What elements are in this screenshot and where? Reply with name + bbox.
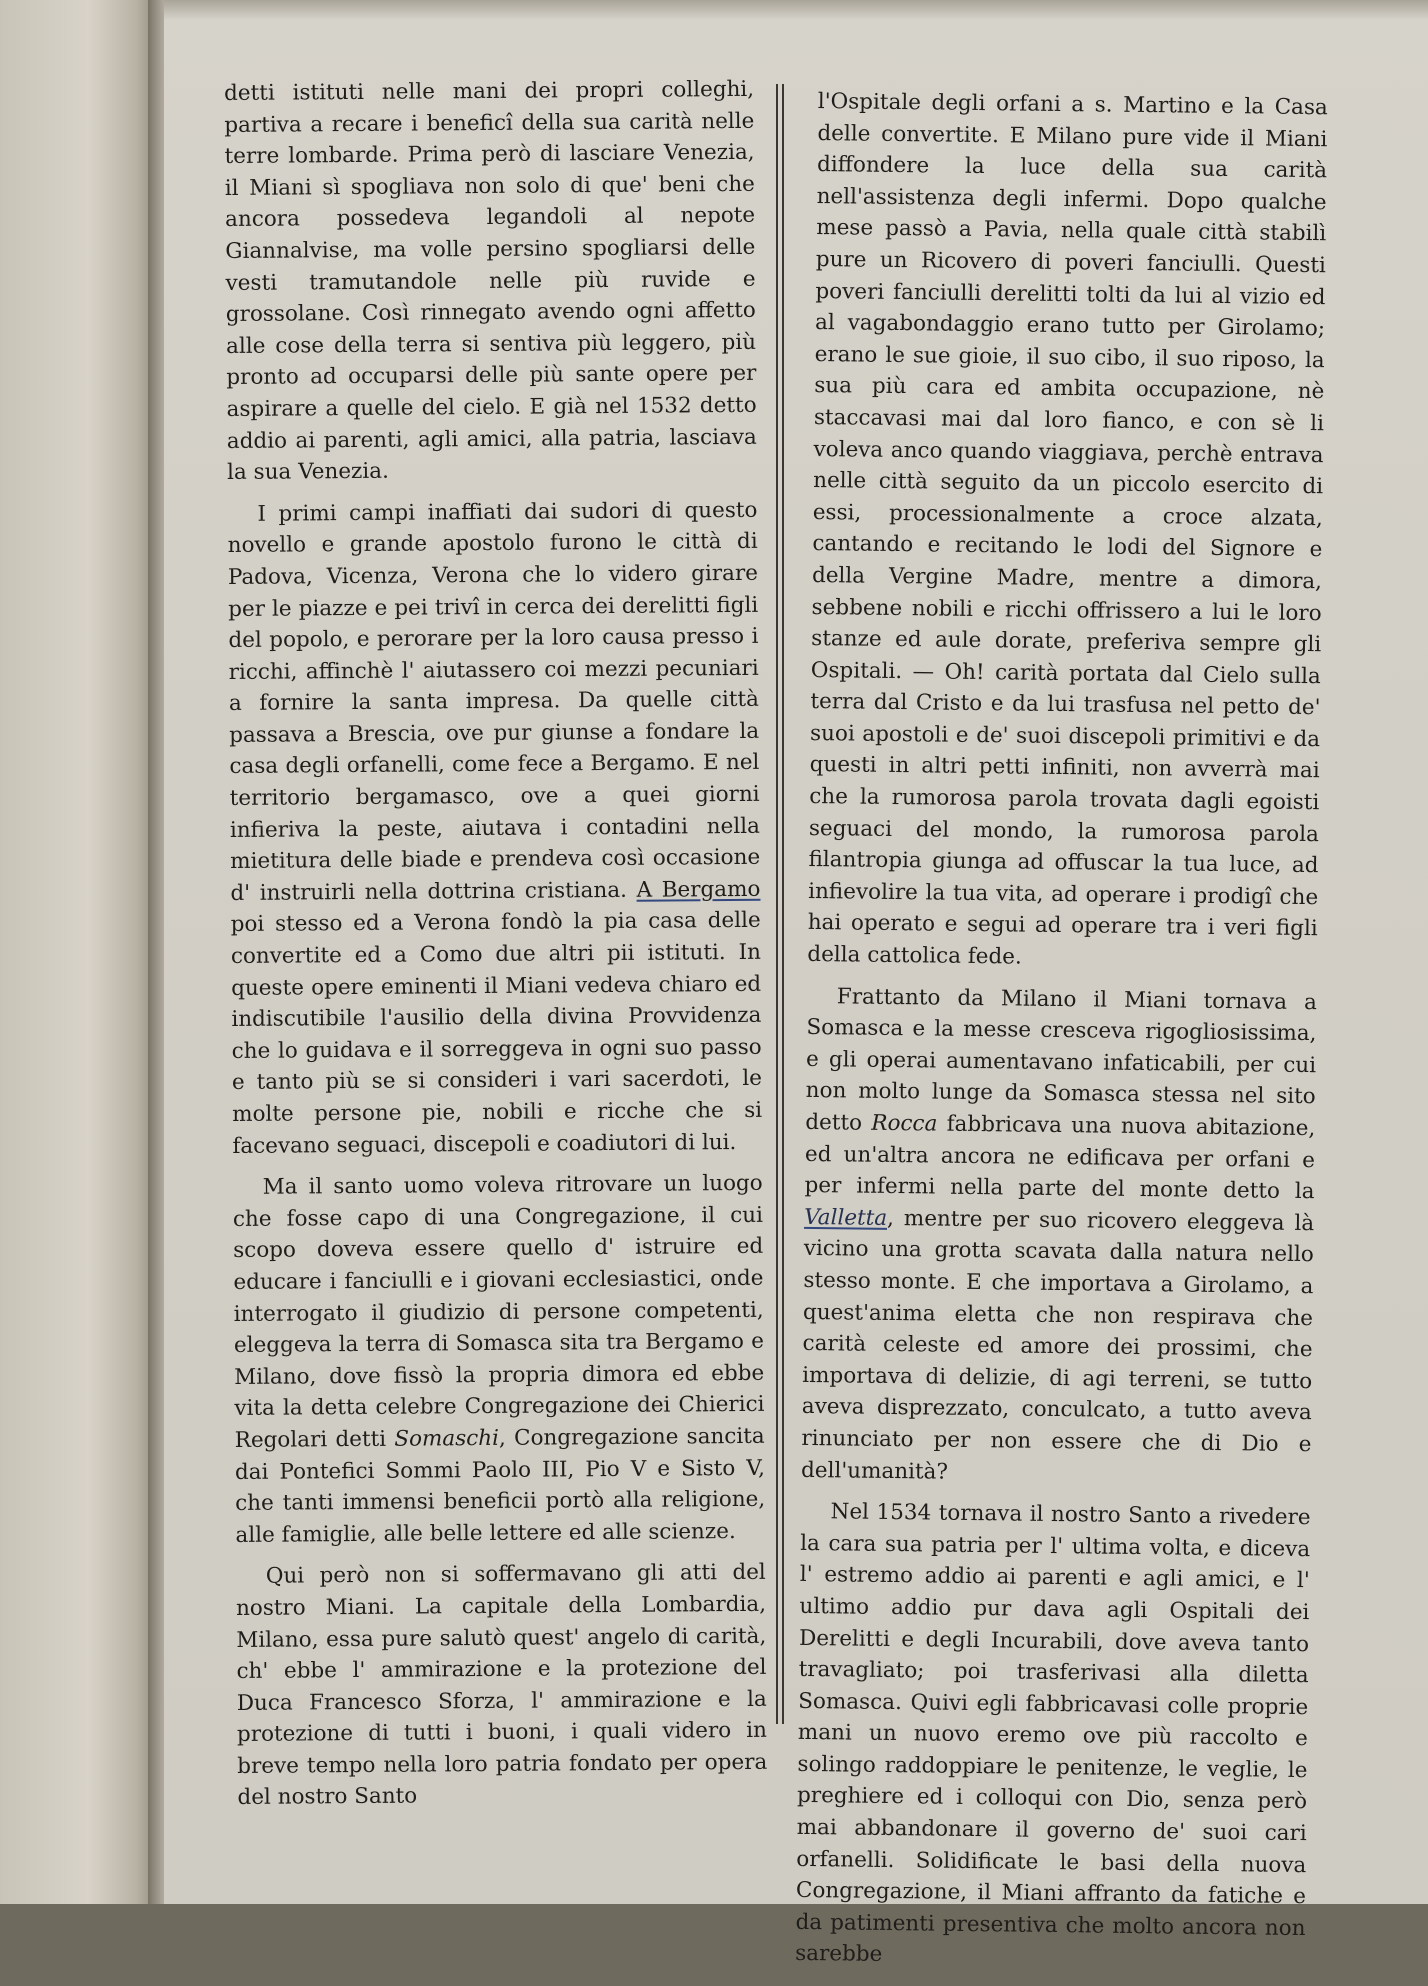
italic-somaschi: Somaschi [394,1425,500,1452]
right-paragraph-2-text-a: Frattanto da Milano il Miani tornava a Somasca e la messe cresceva rigogliosissima, e gli operai aumentavano infaticabili, per cui non molto lunge da Somasca stessa nel sito detto [805,983,1317,1136]
right-paragraph-3: Nel 1534 tornava il nostro Santo a rivedere la cara sua patria per l' ultima volta, e diceva l' estremo addio ai parenti e agli amici, e l' ultimo addio pur dava agli Ospitali dei Derelitti e degli Incurabili, dove aveva tanto travagliato; poi trasferivasi alla diletta Somasca. Quivi egli fabbricavasi colle proprie mani un nuovo eremo ove più raccolto e solingo raddoppiare le penitenze, le veglie, le preghiere ed i colloqui con Dio, senza però mai abbandonare il governo de' suoi cari orfanelli. Solidificate le basi della nuova Congregazione, il Miani affranto da fatiche e da patimenti presentiva che molto ancora non sarebbe [795,1499,1311,1968]
left-paragraph-4: Qui però non si soffermavano gli atti del nostro Miani. La capitale della Lombardia, Milano, essa pure salutò quest' angelo di carità, ch' ebbe l' ammirazione e la protezione del Duca Francesco Sforza, l' ammirazione e la protezione di tutti i buoni, i quali videro in breve tempo nella loro patria fondato per opera del nostro Santo [235,1560,768,1811]
page-top-shadow [164,0,1428,20]
right-paragraph-2-text-b: fabbricava una nuova abitazione, ed un'altra ancora ne edificava per orfani e per infermi nella parte del monte detto la [804,1111,1316,1205]
left-paragraph-1: detti istituti nelle mani dei propri colleghi, partiva a recare i beneficî della sua carità nelle terre lombarde. Prima però di lasciare Venezia, il Miani sì spogliava non solo di que' beni che ancora possedeva legandoli al nepote Giannalvise, ma volle persino spogliarsi delle vesti tramutandole nelle più ruvide e grossolane. Così rinnegato avendo ogni affetto alle cose della terra si sentiva più leggero, più pronto ad occuparsi delle più sante opere per aspirare a quelle del cielo. E già nel 1532 detto addio ai parenti, agli amici, alla patria, lasciava la sua Venezia. [224,76,757,486]
column-divider-line-2 [782,84,784,1724]
left-paragraph-3 [233,1168,766,1551]
right-paragraph-2-text-c: , mentre per suo ricovero eleggeva là vicino una grotta scavata dalla natura nello stesso monte. E che importava a Girolamo, a quest'anima eletta che non respirava che carità celeste ed amore dei prossimi, che importava di delizie, di agi terreni, se tutto aveva disprezzato, conculcato, a tutto aveva rinunciato per non essere che di Dio e dell'umanità? [800,1205,1315,1485]
italic-rocca: Rocca [871,1110,938,1137]
facing-page-edge [0,0,160,1904]
column-divider-line-1 [776,84,778,1724]
right-text-column [795,86,1328,1986]
left-paragraph-3-text-b: , Congregazione sancita dai Pontefici Sommi Paolo III, Pio V e Sisto V, che tanti immensi beneficii portò alla religione, alle famiglie, alle belle lettere ed alle scienze. [234,1423,766,1548]
right-paragraph-2 [801,981,1317,1493]
left-text-column [224,74,768,1824]
left-paragraph-2 [227,495,762,1163]
left-paragraph-2-text-b: poi stesso ed a Verona fondò la pia casa delle convertite ed a Como due altri pii istituti. In queste opere eminenti il Miani vedeva chiaro ed indiscutibile l'ausilio della divina Provvidenza che lo guidava e il sorreggeva in ogni suo passo e tanto più se si consideri i vari sacerdoti, le molte persone pie, nobili e ricche che si facevano seguaci, discepoli e coadiutori di lui. [230,908,763,1159]
left-paragraph-2-text-a: I primi campi inaffiati dai sudori di questo novello e grande apostolo furono le città di Padova, Vicenza, Verona che lo videro girare per le piazze e pei trivî in cerca dei derelitti figli del popolo, e perorare per la loro causa presso i ricchi, affinchè l' aiutassero coi mezzi pecuniari a fornire la santa impresa. Da quelle città passava a Brescia, ove pur giunse a fondare la casa degli orfanelli, come fece a Bergamo. E nel territorio bergamasco, ove a quei giorni infieriva la peste, aiutava i contadini nella mietitura delle biade e prendeva così occasione d' instruirli nella dottrina cristiana. [227,497,761,906]
underlined-valletta: Valletta [804,1204,888,1231]
underlined-a-bergamo: A Bergamo [636,876,761,903]
left-paragraph-3-text-a: Ma il santo uomo voleva ritrovare un luogo che fosse capo di una Congregazione, il cui scopo doveva essere quello d' istruire ed educare i fanciulli e i giovani ecclesiastici, onde interrogato il giudizio di persone competenti, eleggeva la terra di Somasca sita tra Bergamo e Milano, dove fissò la propria dimora ed ebbe vita la detta celebre Congregazione dei Chierici Regolari detti [232,1170,765,1453]
right-paragraph-1: l'Ospitale degli orfani a s. Martino e la Casa delle convertite. E Milano pure vide il Miani diffondere la luce della sua carità nell'assistenza degli infermi. Dopo qualche mese passò a Pavia, nella quale città stabilì pure un Ricovero di poveri fanciulli. Questi poveri fanciulli derelitti tolti da lui al vizio ed al vagabondaggio erano tutto per Girolamo; erano le sue gioie, il suo cibo, il suo riposo, la sua più cara ed ambita occupazione, nè staccavasi mai dal loro fianco, e con sè li voleva anco quando viaggiava, perchè entrava nelle città seguito da un piccolo esercito di essi, processionalmente a croce alzata, cantando e recitando le lodi del Signore e della Vergine Madre, mentre a dimora, sebbene nobili e ricchi offrissero a lui le loro stanze ed aule dorate, preferiva sempre gli Ospitali. — Oh! carità portata dal Cielo sulla terra dal Cristo e da lui trasfusa nel petto de' suoi apostoli e de' suoi discepoli primitivi e da questi in altri petti infiniti, non avverrà mai che la rumorosa parola trovata dagli egoisti seguaci del mondo, la rumorosa parola filantropia giunga ad offuscar la tua luce, ad infievolire la tua vita, ad operare i prodigî che hai operato e segui ad operare tra i veri figli della cattolica fede. [807,88,1328,970]
